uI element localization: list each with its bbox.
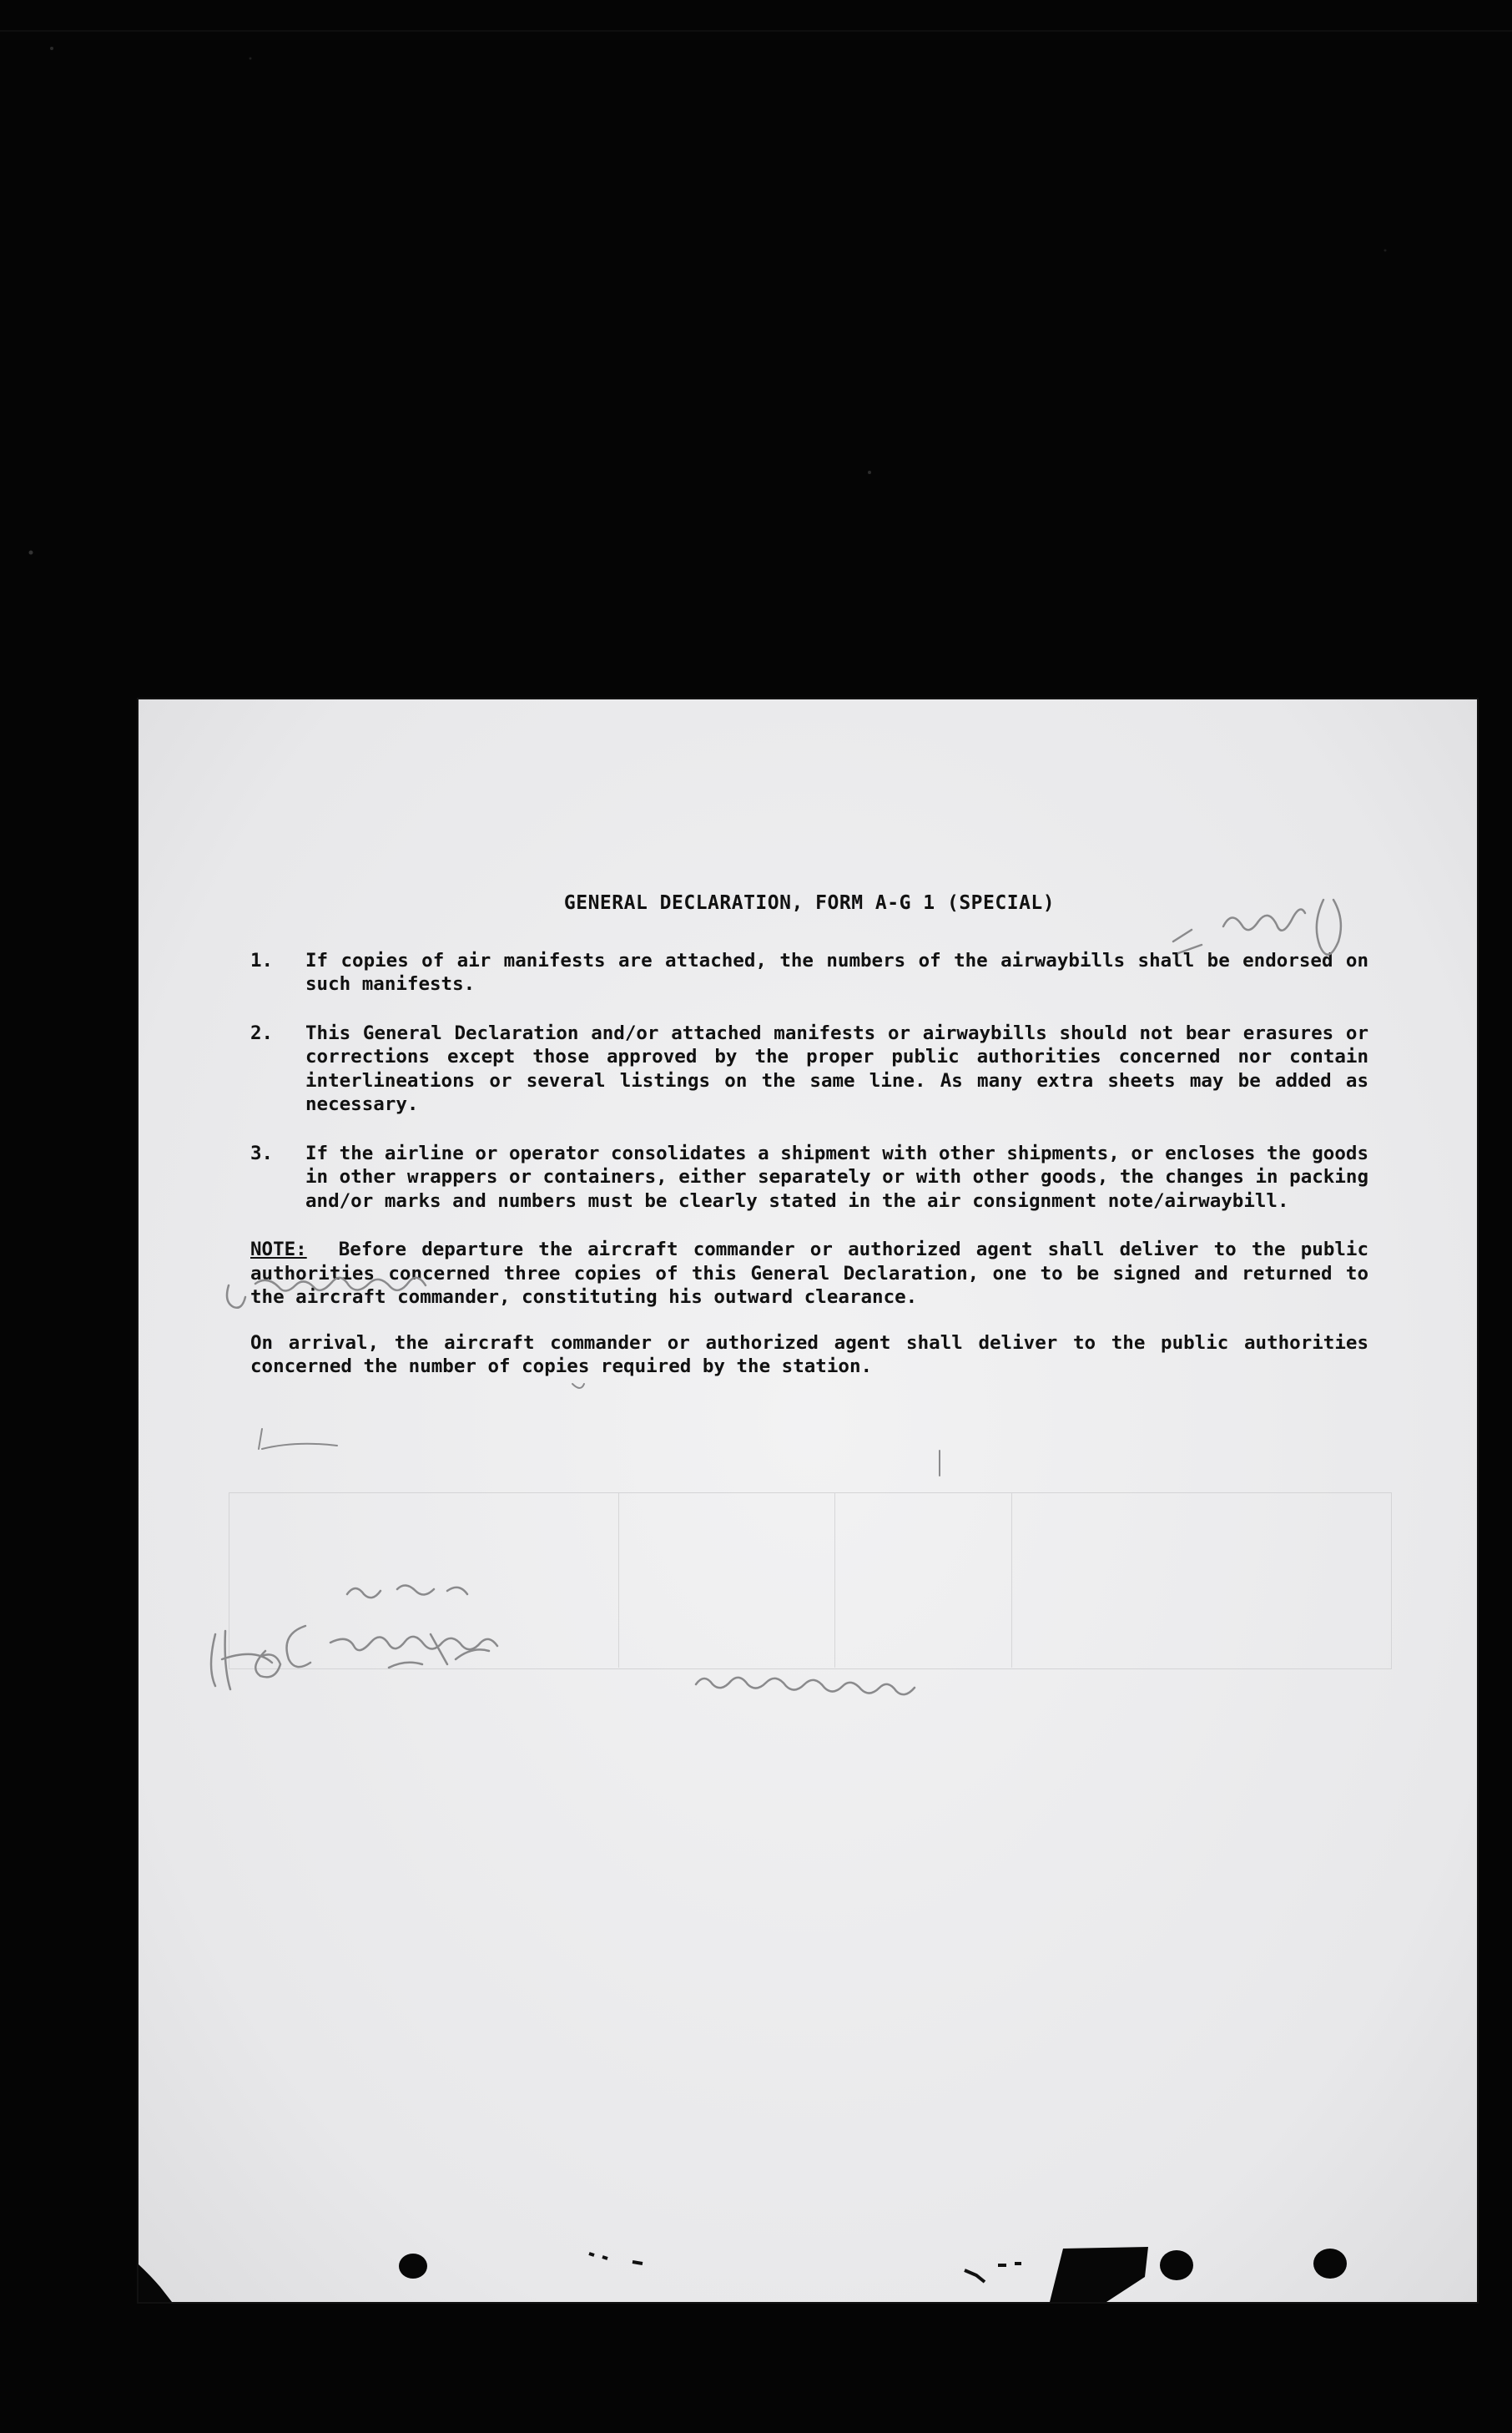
note-label: NOTE: <box>250 1239 307 1260</box>
list-item <box>250 1142 1368 1214</box>
item-text: If the airline or operator consolidates a shipment with other shipments, or encloses the goods in other wrappers or containers, either separately or with other goods, the changes in packing and/or marks and numbers must be clearly stated in the air consignment note/airwaybill. <box>305 1142 1368 1212</box>
handwritten-scribble-mid-left <box>259 1429 337 1449</box>
item-number: 1. <box>250 949 274 972</box>
document-page <box>139 699 1477 2302</box>
faint-divider <box>618 1492 619 1668</box>
list-item <box>250 1022 1368 1117</box>
page-title: GENERAL DECLARATION, FORM A-G 1 (SPECIAL) <box>563 892 1056 914</box>
handwritten-scribble-center <box>696 1678 915 1694</box>
faint-divider <box>1011 1492 1012 1668</box>
item-number: 2. <box>250 1022 274 1044</box>
faint-show-through-box <box>229 1492 1392 1669</box>
note-paragraph <box>250 1238 1368 1310</box>
list-item <box>250 949 1368 997</box>
item-text: If copies of air manifests are attached, the numbers of the airwaybills shall be endorsed on such manifests. <box>305 949 1368 995</box>
item-number: 3. <box>250 1142 274 1164</box>
declaration-body <box>250 891 1368 1379</box>
handwritten-mark-note <box>572 1384 940 1476</box>
torn-bottom-edge <box>139 2177 1477 2302</box>
item-text: This General Declaration and/or attached manifests or airwaybills should not bear erasures or corrections except those approved by the proper public authorities concerned nor contain interlineations or several listings on the same line. As many extra sheets may be added as necessary. <box>305 1022 1368 1115</box>
arrival-paragraph: On arrival, the aircraft commander or authorized agent shall deliver to the public authorities concerned the number of copies required by the station. <box>250 1331 1368 1377</box>
note-text: Before departure the aircraft commander or authorized agent shall deliver to the public authorities concerned three copies of this General Declaration, one to be signed and returned to the aircraft commander, constituting his outward clearance. <box>250 1239 1368 1308</box>
faint-divider <box>834 1492 835 1668</box>
